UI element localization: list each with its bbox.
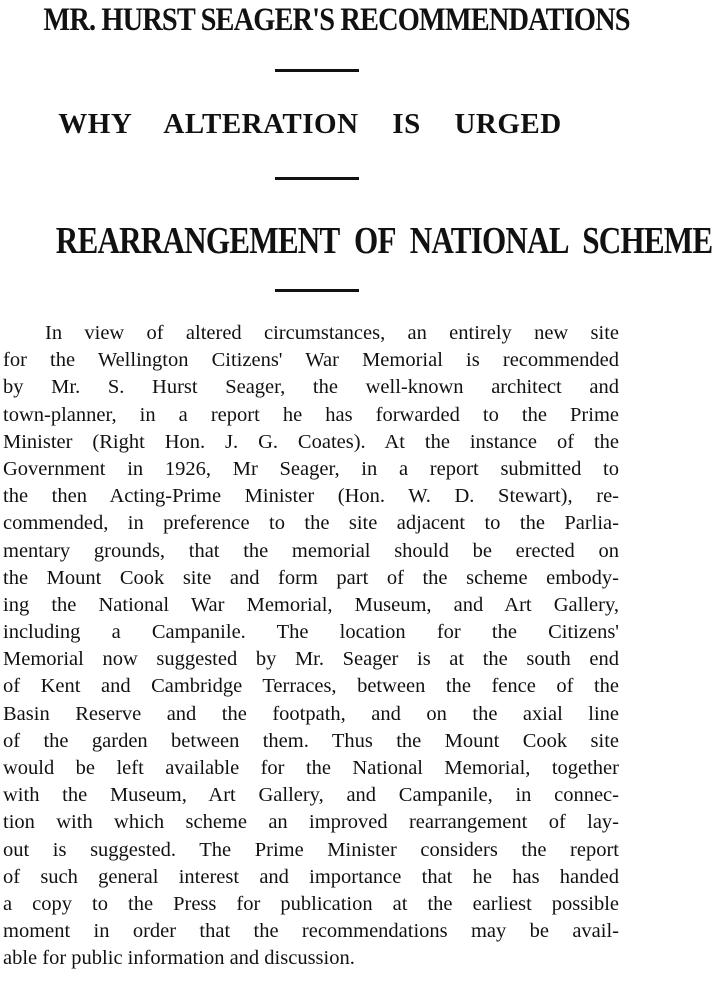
headline-primary: MR. HURST SEAGER'S RECOMMENDATIONS <box>43 2 630 38</box>
body-line: including a Campanile. The location for the Citizens' <box>3 621 619 644</box>
article-body <box>3 320 619 973</box>
body-line: Minister (Right Hon. J. G. Coates). At the instance of the <box>3 430 619 453</box>
body-line: ing the National War Memorial, Museum, and Art Gallery, <box>3 593 619 616</box>
body-line: able for public information and discussion. <box>3 947 355 970</box>
body-line: the then Acting-Prime Minister (Hon. W. D. Stewart), re- <box>3 485 619 508</box>
body-line: Memorial now suggested by Mr. Seager is at the south end <box>3 648 619 671</box>
body-line: tion with which scheme an improved rearrangement of lay- <box>3 811 619 834</box>
body-line: of the garden between them. Thus the Mount Cook site <box>3 729 619 752</box>
body-line: with the Museum, Art Gallery, and Campanile, in connec- <box>3 784 619 807</box>
body-line: for the Wellington Citizens' War Memorial is recommended <box>3 349 619 372</box>
body-line: town-planner, in a report he has forwarded to the Prime <box>3 403 619 426</box>
body-line: would be left available for the National Memorial, together <box>3 757 619 779</box>
section-divider-rule <box>275 289 359 292</box>
body-line: mentary grounds, that the memorial should be erected on <box>3 539 619 562</box>
body-line: commended, in preference to the site adjacent to the Parlia- <box>3 512 619 535</box>
body-line: Government in 1926, Mr Seager, in a report submitted to <box>3 457 619 480</box>
body-line: of Kent and Cambridge Terraces, between the fence of the <box>3 675 619 698</box>
body-line: out is suggested. The Prime Minister considers the report <box>3 838 619 861</box>
body-line: of such general interest and importance that he has handed <box>3 865 619 888</box>
body-line: In view of altered circumstances, an entirely new site <box>45 322 619 344</box>
headline-tertiary: REARRANGEMENT OF NATIONAL SCHEME <box>55 220 712 262</box>
body-line: by Mr. S. Hurst Seager, the well-known architect and <box>3 376 619 399</box>
body-line: moment in order that the recommendations may be avail- <box>3 920 619 943</box>
body-line: the Mount Cook site and form part of the scheme embody- <box>3 566 619 589</box>
section-divider-rule <box>275 69 359 72</box>
headline-secondary: WHY ALTERATION IS URGED <box>58 108 562 140</box>
section-divider-rule <box>275 177 359 180</box>
body-line: Basin Reserve and the footpath, and on the axial line <box>3 702 619 725</box>
body-line: a copy to the Press for publication at the earliest possible <box>3 892 619 915</box>
